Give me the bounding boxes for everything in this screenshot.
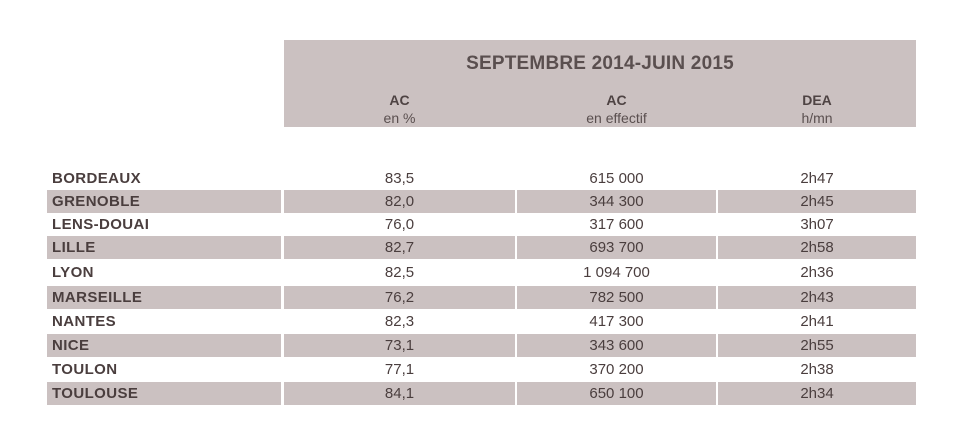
column-header-dea [718, 91, 916, 127]
ac-count-cell: 343 600 [517, 334, 716, 357]
ac-percent-cell: 76,0 [384, 216, 415, 233]
city-cell: BORDEAUX [52, 170, 142, 187]
table-row [47, 236, 916, 259]
dea-cell: 3h07 [800, 216, 834, 233]
table-row [47, 261, 916, 284]
ac-percent-cell: 82,0 [284, 190, 515, 213]
table-row [47, 310, 916, 333]
ac-count-cell: 1 094 700 [583, 264, 650, 281]
ac-percent-cell: 73,1 [284, 334, 515, 357]
ac-percent-cell: 82,3 [384, 313, 415, 330]
city-cell: NICE [47, 334, 281, 357]
column-header-ac-count [515, 91, 718, 127]
ac-count-cell: 782 500 [517, 286, 716, 309]
period-title: SEPTEMBRE 2014-JUIN 2015 [466, 53, 734, 74]
column-header-label: AC [389, 92, 410, 108]
ac-count-cell: 693 700 [517, 236, 716, 259]
ac-count-cell: 344 300 [517, 190, 716, 213]
table-row [47, 382, 916, 405]
dea-cell: 2h45 [718, 190, 916, 213]
dea-cell: 2h41 [800, 313, 834, 330]
table-row [47, 334, 916, 357]
city-cell: GRENOBLE [47, 190, 281, 213]
dea-cell: 2h55 [718, 334, 916, 357]
column-header-sublabel: h/mn [801, 110, 833, 126]
city-cell: TOULON [52, 361, 118, 378]
ac-percent-cell: 76,2 [284, 286, 515, 309]
table-row [47, 213, 916, 236]
ac-count-cell: 650 100 [517, 382, 716, 405]
city-cell: LENS-DOUAI [52, 216, 150, 233]
ac-percent-cell: 82,7 [284, 236, 515, 259]
dea-cell: 2h38 [800, 361, 834, 378]
dea-cell: 2h58 [718, 236, 916, 259]
column-header-ac-percent [284, 91, 515, 127]
ac-count-cell: 317 600 [589, 216, 644, 233]
city-cell: LILLE [47, 236, 281, 259]
city-cell: MARSEILLE [47, 286, 281, 309]
column-header-label: AC [606, 92, 627, 108]
table-header [284, 40, 916, 127]
table-row [47, 167, 916, 190]
dea-cell: 2h36 [800, 264, 834, 281]
ac-percent-cell: 82,5 [384, 264, 415, 281]
table-row [47, 358, 916, 381]
ac-percent-cell: 84,1 [284, 382, 515, 405]
city-cell: TOULOUSE [47, 382, 281, 405]
city-cell: LYON [52, 264, 94, 281]
city-cell: NANTES [52, 313, 117, 330]
column-header-sublabel: en % [383, 110, 416, 126]
ac-count-cell: 615 000 [589, 170, 644, 187]
column-header-sublabel: en effectif [586, 110, 647, 126]
column-header-label: DEA [802, 92, 832, 108]
dea-cell: 2h34 [718, 382, 916, 405]
ac-percent-cell: 77,1 [384, 361, 415, 378]
ac-count-cell: 417 300 [589, 313, 644, 330]
ac-percent-cell: 83,5 [384, 170, 415, 187]
dea-cell: 2h43 [718, 286, 916, 309]
ac-count-cell: 370 200 [589, 361, 644, 378]
table-row [47, 190, 916, 213]
dea-cell: 2h47 [800, 170, 834, 187]
table-row [47, 286, 916, 309]
